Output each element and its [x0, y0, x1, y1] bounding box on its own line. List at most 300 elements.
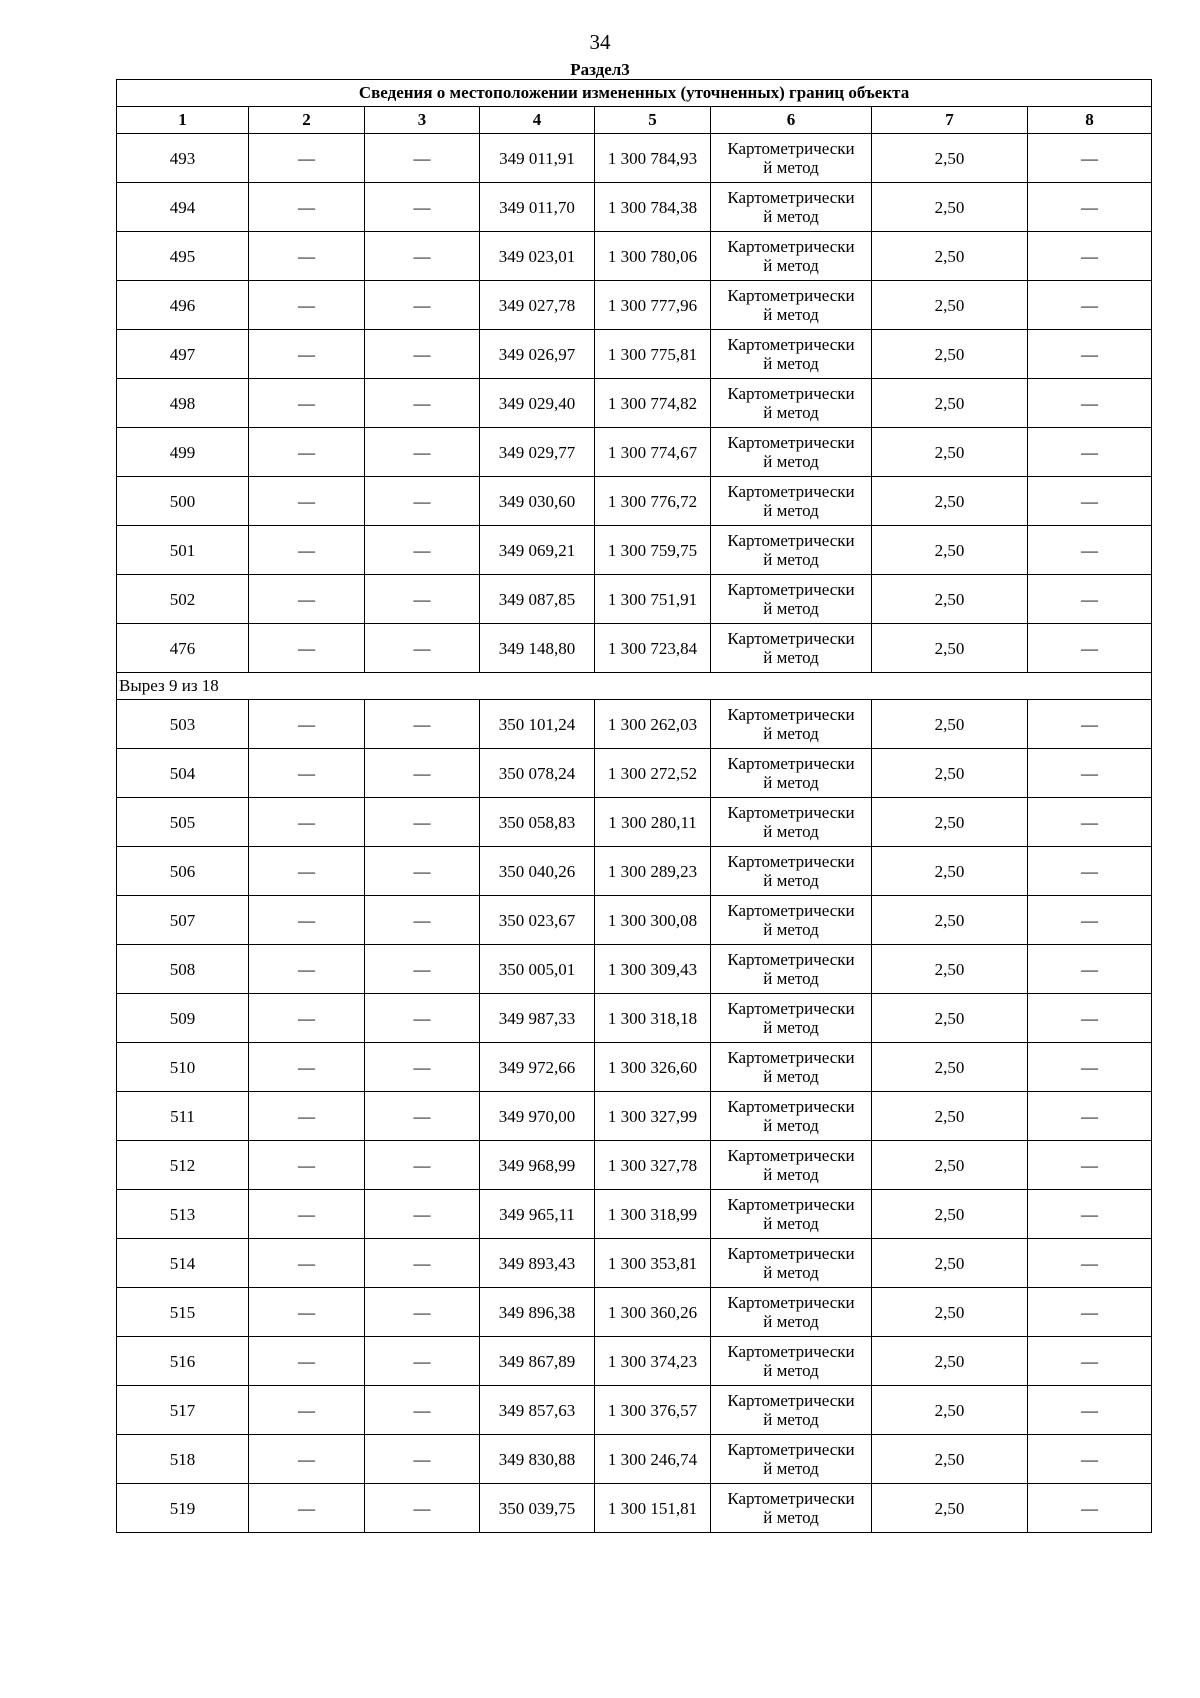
table-body — [117, 134, 1152, 1533]
point-number-cell: 512 — [117, 1141, 249, 1190]
y-coordinate-cell: 1 300 775,81 — [595, 330, 711, 379]
method-cell — [711, 896, 872, 945]
col3-cell: — — [365, 134, 480, 183]
y-coordinate-cell: 1 300 151,81 — [595, 1484, 711, 1533]
x-coordinate-cell: 349 029,77 — [480, 428, 595, 477]
y-coordinate-cell: 1 300 262,03 — [595, 700, 711, 749]
method-cell — [711, 1141, 872, 1190]
y-coordinate-cell: 1 300 723,84 — [595, 624, 711, 673]
column-header: 4 — [480, 107, 595, 134]
method-line: Картометрически — [727, 1342, 855, 1361]
col8-cell: — — [1028, 379, 1152, 428]
accuracy-cell: 2,50 — [872, 1092, 1028, 1141]
method-line: Картометрически — [727, 384, 855, 403]
method-cell — [711, 1435, 872, 1484]
col3-cell: — — [365, 1092, 480, 1141]
method-cell — [711, 526, 872, 575]
method-line: Картометрически — [727, 433, 855, 452]
col2-cell: — — [249, 1386, 365, 1435]
method-cell — [711, 575, 872, 624]
method-cell — [711, 1043, 872, 1092]
col3-cell: — — [365, 847, 480, 896]
col3-cell: — — [365, 477, 480, 526]
x-coordinate-cell: 350 039,75 — [480, 1484, 595, 1533]
table-row — [117, 798, 1152, 847]
method-line: Картометрически — [727, 901, 855, 920]
method-line: Картометрически — [727, 531, 855, 550]
col2-cell: — — [249, 183, 365, 232]
col3-cell: — — [365, 1141, 480, 1190]
method-cell — [711, 379, 872, 428]
method-cell — [711, 1239, 872, 1288]
col8-cell: — — [1028, 700, 1152, 749]
y-coordinate-cell: 1 300 774,82 — [595, 379, 711, 428]
method-cell — [711, 1484, 872, 1533]
col3-cell: — — [365, 428, 480, 477]
method-line: й метод — [763, 599, 819, 618]
col8-cell: — — [1028, 183, 1152, 232]
point-number-cell: 494 — [117, 183, 249, 232]
accuracy-cell: 2,50 — [872, 183, 1028, 232]
accuracy-cell: 2,50 — [872, 1239, 1028, 1288]
table-row — [117, 945, 1152, 994]
col3-cell: — — [365, 232, 480, 281]
table-row — [117, 428, 1152, 477]
y-coordinate-cell: 1 300 289,23 — [595, 847, 711, 896]
method-line: Картометрически — [727, 629, 855, 648]
col2-cell: — — [249, 330, 365, 379]
col2-cell: — — [249, 749, 365, 798]
table-row — [117, 1435, 1152, 1484]
method-line: й метод — [763, 1067, 819, 1086]
table-row — [117, 1337, 1152, 1386]
x-coordinate-cell: 350 101,24 — [480, 700, 595, 749]
x-coordinate-cell: 350 058,83 — [480, 798, 595, 847]
accuracy-cell: 2,50 — [872, 798, 1028, 847]
column-header-row — [117, 107, 1152, 134]
x-coordinate-cell: 349 968,99 — [480, 1141, 595, 1190]
method-line: Картометрически — [727, 482, 855, 501]
accuracy-cell: 2,50 — [872, 700, 1028, 749]
x-coordinate-cell: 349 987,33 — [480, 994, 595, 1043]
accuracy-cell: 2,50 — [872, 575, 1028, 624]
x-coordinate-cell: 349 087,85 — [480, 575, 595, 624]
col2-cell: — — [249, 1043, 365, 1092]
table-row — [117, 183, 1152, 232]
col2-cell: — — [249, 134, 365, 183]
method-line: й метод — [763, 207, 819, 226]
col8-cell: — — [1028, 1141, 1152, 1190]
method-line: й метод — [763, 1214, 819, 1233]
table-row — [117, 994, 1152, 1043]
col2-cell: — — [249, 624, 365, 673]
col8-cell: — — [1028, 1337, 1152, 1386]
point-number-cell: 508 — [117, 945, 249, 994]
col8-cell: — — [1028, 1092, 1152, 1141]
x-coordinate-cell: 350 078,24 — [480, 749, 595, 798]
col2-cell: — — [249, 428, 365, 477]
method-line: Картометрически — [727, 754, 855, 773]
method-line: й метод — [763, 1165, 819, 1184]
col3-cell: — — [365, 330, 480, 379]
method-line: й метод — [763, 256, 819, 275]
point-number-cell: 507 — [117, 896, 249, 945]
accuracy-cell: 2,50 — [872, 526, 1028, 575]
method-cell — [711, 749, 872, 798]
method-cell — [711, 994, 872, 1043]
point-number-cell: 513 — [117, 1190, 249, 1239]
table-row — [117, 134, 1152, 183]
col2-cell: — — [249, 1092, 365, 1141]
col3-cell: — — [365, 1484, 480, 1533]
method-line: й метод — [763, 305, 819, 324]
x-coordinate-cell: 349 830,88 — [480, 1435, 595, 1484]
point-number-cell: 514 — [117, 1239, 249, 1288]
col3-cell: — — [365, 945, 480, 994]
table-row — [117, 700, 1152, 749]
column-header: 1 — [117, 107, 249, 134]
col2-cell: — — [249, 896, 365, 945]
table-row — [117, 847, 1152, 896]
col8-cell: — — [1028, 1288, 1152, 1337]
col2-cell: — — [249, 1435, 365, 1484]
accuracy-cell: 2,50 — [872, 896, 1028, 945]
page-number: 34 — [589, 30, 611, 54]
method-cell — [711, 1386, 872, 1435]
col3-cell: — — [365, 1190, 480, 1239]
col3-cell: — — [365, 1386, 480, 1435]
x-coordinate-cell: 349 030,60 — [480, 477, 595, 526]
col3-cell: — — [365, 1239, 480, 1288]
point-number-cell: 493 — [117, 134, 249, 183]
x-coordinate-cell: 349 026,97 — [480, 330, 595, 379]
cutout-label: Вырез 9 из 18 — [117, 673, 1152, 700]
col3-cell: — — [365, 183, 480, 232]
column-header: 7 — [872, 107, 1028, 134]
method-line: й метод — [763, 1361, 819, 1380]
y-coordinate-cell: 1 300 318,99 — [595, 1190, 711, 1239]
y-coordinate-cell: 1 300 776,72 — [595, 477, 711, 526]
accuracy-cell: 2,50 — [872, 477, 1028, 526]
y-coordinate-cell: 1 300 374,23 — [595, 1337, 711, 1386]
x-coordinate-cell: 349 023,01 — [480, 232, 595, 281]
x-coordinate-cell: 350 005,01 — [480, 945, 595, 994]
method-line: Картометрически — [727, 1097, 855, 1116]
col3-cell: — — [365, 896, 480, 945]
x-coordinate-cell: 349 011,70 — [480, 183, 595, 232]
point-number-cell: 496 — [117, 281, 249, 330]
col8-cell: — — [1028, 994, 1152, 1043]
y-coordinate-cell: 1 300 759,75 — [595, 526, 711, 575]
method-line: Картометрически — [727, 286, 855, 305]
y-coordinate-cell: 1 300 777,96 — [595, 281, 711, 330]
accuracy-cell: 2,50 — [872, 1435, 1028, 1484]
point-number-cell: 476 — [117, 624, 249, 673]
table-row — [117, 896, 1152, 945]
x-coordinate-cell: 349 893,43 — [480, 1239, 595, 1288]
method-line: й метод — [763, 648, 819, 667]
method-line: Картометрически — [727, 1391, 855, 1410]
method-line: Картометрически — [727, 1293, 855, 1312]
table-row — [117, 281, 1152, 330]
method-cell — [711, 281, 872, 330]
y-coordinate-cell: 1 300 280,11 — [595, 798, 711, 847]
method-line: й метод — [763, 1410, 819, 1429]
y-coordinate-cell: 1 300 376,57 — [595, 1386, 711, 1435]
accuracy-cell: 2,50 — [872, 847, 1028, 896]
accuracy-cell: 2,50 — [872, 1337, 1028, 1386]
x-coordinate-cell: 349 857,63 — [480, 1386, 595, 1435]
column-header: 6 — [711, 107, 872, 134]
method-line: й метод — [763, 1312, 819, 1331]
y-coordinate-cell: 1 300 784,38 — [595, 183, 711, 232]
point-number-cell: 506 — [117, 847, 249, 896]
table-row — [117, 330, 1152, 379]
y-coordinate-cell: 1 300 327,78 — [595, 1141, 711, 1190]
col8-cell: — — [1028, 847, 1152, 896]
point-number-cell: 517 — [117, 1386, 249, 1435]
method-line: й метод — [763, 158, 819, 177]
accuracy-cell: 2,50 — [872, 281, 1028, 330]
col2-cell: — — [249, 994, 365, 1043]
accuracy-cell: 2,50 — [872, 232, 1028, 281]
method-line: й метод — [763, 1116, 819, 1135]
x-coordinate-cell: 349 011,91 — [480, 134, 595, 183]
table-row — [117, 1141, 1152, 1190]
point-number-cell: 495 — [117, 232, 249, 281]
x-coordinate-cell: 349 867,89 — [480, 1337, 595, 1386]
method-line: й метод — [763, 773, 819, 792]
method-line: й метод — [763, 501, 819, 520]
table-row — [117, 624, 1152, 673]
accuracy-cell: 2,50 — [872, 1288, 1028, 1337]
col3-cell: — — [365, 994, 480, 1043]
method-cell — [711, 183, 872, 232]
point-number-cell: 515 — [117, 1288, 249, 1337]
method-line: й метод — [763, 550, 819, 569]
table-row — [117, 1288, 1152, 1337]
col8-cell: — — [1028, 526, 1152, 575]
method-line: Картометрически — [727, 139, 855, 158]
x-coordinate-cell: 349 029,40 — [480, 379, 595, 428]
method-line: Картометрически — [727, 1195, 855, 1214]
method-cell — [711, 1337, 872, 1386]
col3-cell: — — [365, 1043, 480, 1092]
x-coordinate-cell: 349 148,80 — [480, 624, 595, 673]
method-cell — [711, 798, 872, 847]
method-line: Картометрически — [727, 1440, 855, 1459]
point-number-cell: 501 — [117, 526, 249, 575]
col3-cell: — — [365, 624, 480, 673]
point-number-cell: 519 — [117, 1484, 249, 1533]
y-coordinate-cell: 1 300 300,08 — [595, 896, 711, 945]
table-row — [117, 1190, 1152, 1239]
col8-cell: — — [1028, 1239, 1152, 1288]
method-line: Картометрически — [727, 1048, 855, 1067]
y-coordinate-cell: 1 300 751,91 — [595, 575, 711, 624]
col2-cell: — — [249, 1239, 365, 1288]
col2-cell: — — [249, 945, 365, 994]
col3-cell: — — [365, 1337, 480, 1386]
col2-cell: — — [249, 1141, 365, 1190]
accuracy-cell: 2,50 — [872, 134, 1028, 183]
column-header: 5 — [595, 107, 711, 134]
method-cell — [711, 847, 872, 896]
point-number-cell: 500 — [117, 477, 249, 526]
method-line: й метод — [763, 822, 819, 841]
y-coordinate-cell: 1 300 774,67 — [595, 428, 711, 477]
col3-cell: — — [365, 281, 480, 330]
point-number-cell: 497 — [117, 330, 249, 379]
method-line: й метод — [763, 452, 819, 471]
y-coordinate-cell: 1 300 353,81 — [595, 1239, 711, 1288]
col8-cell: — — [1028, 428, 1152, 477]
method-cell — [711, 134, 872, 183]
point-number-cell: 502 — [117, 575, 249, 624]
col8-cell: — — [1028, 330, 1152, 379]
accuracy-cell: 2,50 — [872, 1043, 1028, 1092]
col8-cell: — — [1028, 624, 1152, 673]
method-cell — [711, 428, 872, 477]
col2-cell: — — [249, 526, 365, 575]
accuracy-cell: 2,50 — [872, 1141, 1028, 1190]
col8-cell: — — [1028, 1386, 1152, 1435]
accuracy-cell: 2,50 — [872, 1386, 1028, 1435]
method-cell — [711, 1288, 872, 1337]
method-line: Картометрически — [727, 803, 855, 822]
x-coordinate-cell: 349 027,78 — [480, 281, 595, 330]
point-number-cell: 510 — [117, 1043, 249, 1092]
col2-cell: — — [249, 1484, 365, 1533]
y-coordinate-cell: 1 300 272,52 — [595, 749, 711, 798]
table-row — [117, 232, 1152, 281]
col3-cell: — — [365, 379, 480, 428]
col3-cell: — — [365, 749, 480, 798]
method-line: Картометрически — [727, 1244, 855, 1263]
x-coordinate-cell: 350 023,67 — [480, 896, 595, 945]
method-line: Картометрически — [727, 237, 855, 256]
method-line: Картометрически — [727, 1146, 855, 1165]
method-line: й метод — [763, 354, 819, 373]
col2-cell: — — [249, 700, 365, 749]
table-row — [117, 749, 1152, 798]
table-row — [117, 1043, 1152, 1092]
accuracy-cell: 2,50 — [872, 994, 1028, 1043]
col3-cell: — — [365, 1288, 480, 1337]
col2-cell: — — [249, 798, 365, 847]
accuracy-cell: 2,50 — [872, 945, 1028, 994]
method-line: Картометрически — [727, 999, 855, 1018]
section-label: Раздел3 — [570, 60, 630, 79]
col3-cell: — — [365, 700, 480, 749]
col2-cell: — — [249, 1190, 365, 1239]
method-cell — [711, 700, 872, 749]
column-header: 3 — [365, 107, 480, 134]
col8-cell: — — [1028, 1043, 1152, 1092]
point-number-cell: 499 — [117, 428, 249, 477]
col3-cell: — — [365, 575, 480, 624]
col8-cell: — — [1028, 1435, 1152, 1484]
point-number-cell: 511 — [117, 1092, 249, 1141]
col2-cell: — — [249, 1337, 365, 1386]
method-line: й метод — [763, 1508, 819, 1527]
method-line: й метод — [763, 1459, 819, 1478]
method-line: Картометрически — [727, 705, 855, 724]
x-coordinate-cell: 349 970,00 — [480, 1092, 595, 1141]
table-row — [117, 526, 1152, 575]
table-row — [117, 1386, 1152, 1435]
col2-cell: — — [249, 575, 365, 624]
col8-cell: — — [1028, 575, 1152, 624]
x-coordinate-cell: 350 040,26 — [480, 847, 595, 896]
accuracy-cell: 2,50 — [872, 624, 1028, 673]
method-line: Картометрически — [727, 335, 855, 354]
method-line: й метод — [763, 969, 819, 988]
method-line: й метод — [763, 724, 819, 743]
x-coordinate-cell: 349 972,66 — [480, 1043, 595, 1092]
col3-cell: — — [365, 526, 480, 575]
y-coordinate-cell: 1 300 246,74 — [595, 1435, 711, 1484]
accuracy-cell: 2,50 — [872, 1190, 1028, 1239]
method-line: Картометрически — [727, 188, 855, 207]
accuracy-cell: 2,50 — [872, 330, 1028, 379]
method-line: Картометрически — [727, 852, 855, 871]
method-line: Картометрически — [727, 1489, 855, 1508]
x-coordinate-cell: 349 896,38 — [480, 1288, 595, 1337]
col2-cell: — — [249, 379, 365, 428]
col8-cell: — — [1028, 749, 1152, 798]
accuracy-cell: 2,50 — [872, 379, 1028, 428]
col8-cell: — — [1028, 477, 1152, 526]
accuracy-cell: 2,50 — [872, 428, 1028, 477]
y-coordinate-cell: 1 300 309,43 — [595, 945, 711, 994]
accuracy-cell: 2,50 — [872, 1484, 1028, 1533]
method-cell — [711, 945, 872, 994]
y-coordinate-cell: 1 300 327,99 — [595, 1092, 711, 1141]
method-cell — [711, 477, 872, 526]
point-number-cell: 516 — [117, 1337, 249, 1386]
y-coordinate-cell: 1 300 326,60 — [595, 1043, 711, 1092]
point-number-cell: 505 — [117, 798, 249, 847]
coordinates-table — [116, 79, 1152, 1533]
col3-cell: — — [365, 798, 480, 847]
method-cell — [711, 232, 872, 281]
method-line: й метод — [763, 1263, 819, 1282]
method-line: й метод — [763, 920, 819, 939]
col8-cell: — — [1028, 1484, 1152, 1533]
col3-cell: — — [365, 1435, 480, 1484]
point-number-cell: 518 — [117, 1435, 249, 1484]
col8-cell: — — [1028, 945, 1152, 994]
table-title-row — [117, 80, 1152, 107]
method-cell — [711, 624, 872, 673]
table-row — [117, 1092, 1152, 1141]
point-number-cell: 504 — [117, 749, 249, 798]
col8-cell: — — [1028, 134, 1152, 183]
method-cell — [711, 1092, 872, 1141]
table-title: Сведения о местоположении измененных (уточненных) границ объекта — [117, 80, 1152, 107]
col8-cell: — — [1028, 1190, 1152, 1239]
col2-cell: — — [249, 232, 365, 281]
method-line: й метод — [763, 403, 819, 422]
col8-cell: — — [1028, 798, 1152, 847]
col2-cell: — — [249, 281, 365, 330]
point-number-cell: 509 — [117, 994, 249, 1043]
column-header: 8 — [1028, 107, 1152, 134]
method-line: й метод — [763, 871, 819, 890]
column-header: 2 — [249, 107, 365, 134]
table-row — [117, 379, 1152, 428]
